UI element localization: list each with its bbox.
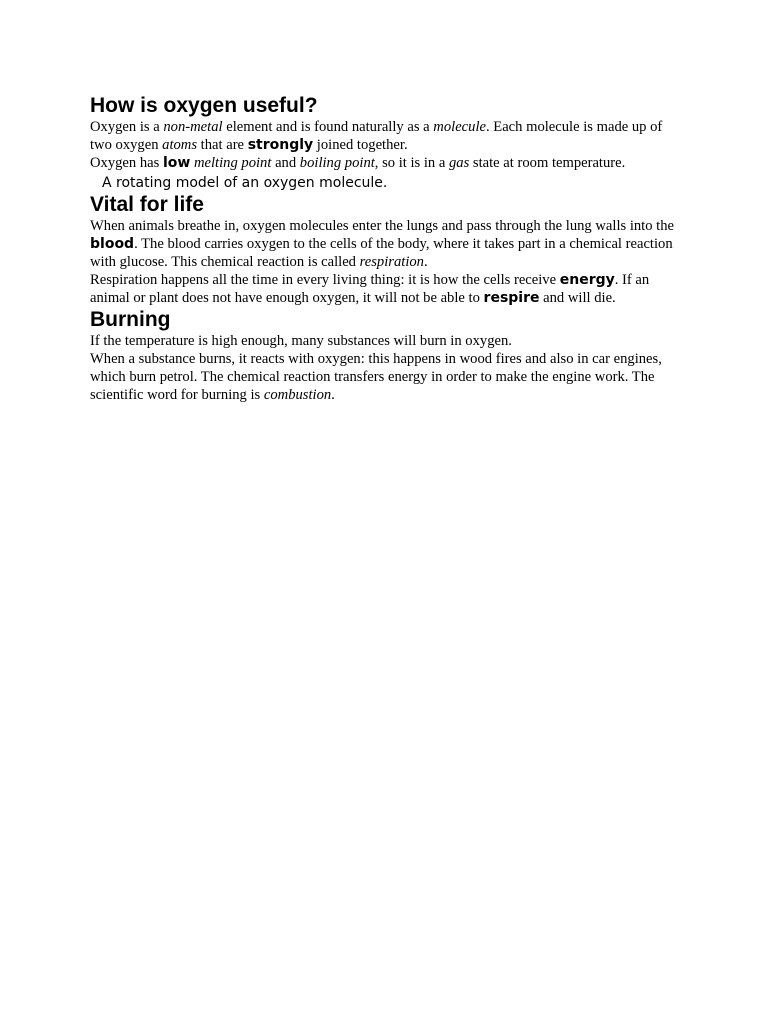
image-caption: A rotating model of an oxygen molecule. xyxy=(102,174,388,191)
section-heading-burning: Burning xyxy=(90,307,171,331)
text-run: . Each molecule is made up of two oxygen xyxy=(90,119,663,154)
text-run: . xyxy=(423,254,428,271)
text-run: and will die. xyxy=(539,290,616,307)
term-boiling-point: boiling point xyxy=(299,155,375,172)
term-molecule: molecule xyxy=(433,119,486,135)
text-run: element and is found naturally as a xyxy=(222,119,434,135)
paragraph-oxygen-state xyxy=(90,154,680,172)
keyword-strongly: strongly xyxy=(247,137,314,154)
article xyxy=(90,94,680,404)
section-heading-oxygen-useful: How is oxygen useful? xyxy=(90,94,318,117)
text-run: . The blood carries oxygen to the cells of the body, where it takes part in a chemical reaction with glucose. This chemical reaction is called xyxy=(90,235,673,271)
text-run: that are xyxy=(197,137,248,154)
term-melting-point: melting point xyxy=(193,155,272,172)
keyword-energy: energy xyxy=(559,272,615,289)
term-gas: gas xyxy=(448,155,470,172)
keyword-low: low xyxy=(162,155,191,172)
paragraph-burning-temperature: If the temperature is high enough, many substances will burn in oxygen. xyxy=(90,332,512,349)
text-run: When a substance burns, it reacts with oxygen: this happens in wood fires and also in car engines, which burn petrol. The chemical reaction transfers energy in order to make the engine work. The scientific word for burning is xyxy=(90,350,662,404)
text-run: joined together. xyxy=(313,137,408,154)
text-run: , so it is in a xyxy=(374,155,449,172)
term-atoms: atoms xyxy=(162,137,198,154)
paragraph-breathing xyxy=(90,217,680,272)
text-run: When animals breathe in, oxygen molecules enter the lungs and pass through the lung walls into the xyxy=(90,217,675,234)
section-heading-vital-for-life: Vital for life xyxy=(90,192,204,216)
text-run: . xyxy=(331,387,335,404)
text-run: state at room temperature. xyxy=(469,155,626,172)
term-combustion: combustion xyxy=(263,387,332,404)
keyword-respire: respire xyxy=(483,290,540,307)
paragraph-combustion xyxy=(90,350,680,405)
term-respiration: respiration xyxy=(359,254,424,271)
keyword-blood: blood xyxy=(90,235,135,252)
paragraph-oxygen-molecule xyxy=(90,118,680,154)
text-run: . If an animal or plant does not have enough oxygen, it will not be able to xyxy=(90,272,650,307)
text-run: Oxygen has xyxy=(90,155,163,172)
text-run: Respiration happens all the time in every living thing: it is how the cells receive xyxy=(90,272,560,289)
text-run: Oxygen is a xyxy=(90,119,164,135)
text-run: and xyxy=(271,155,300,172)
term-non-metal: non-metal xyxy=(163,119,223,135)
paragraph-respiration xyxy=(90,271,680,307)
